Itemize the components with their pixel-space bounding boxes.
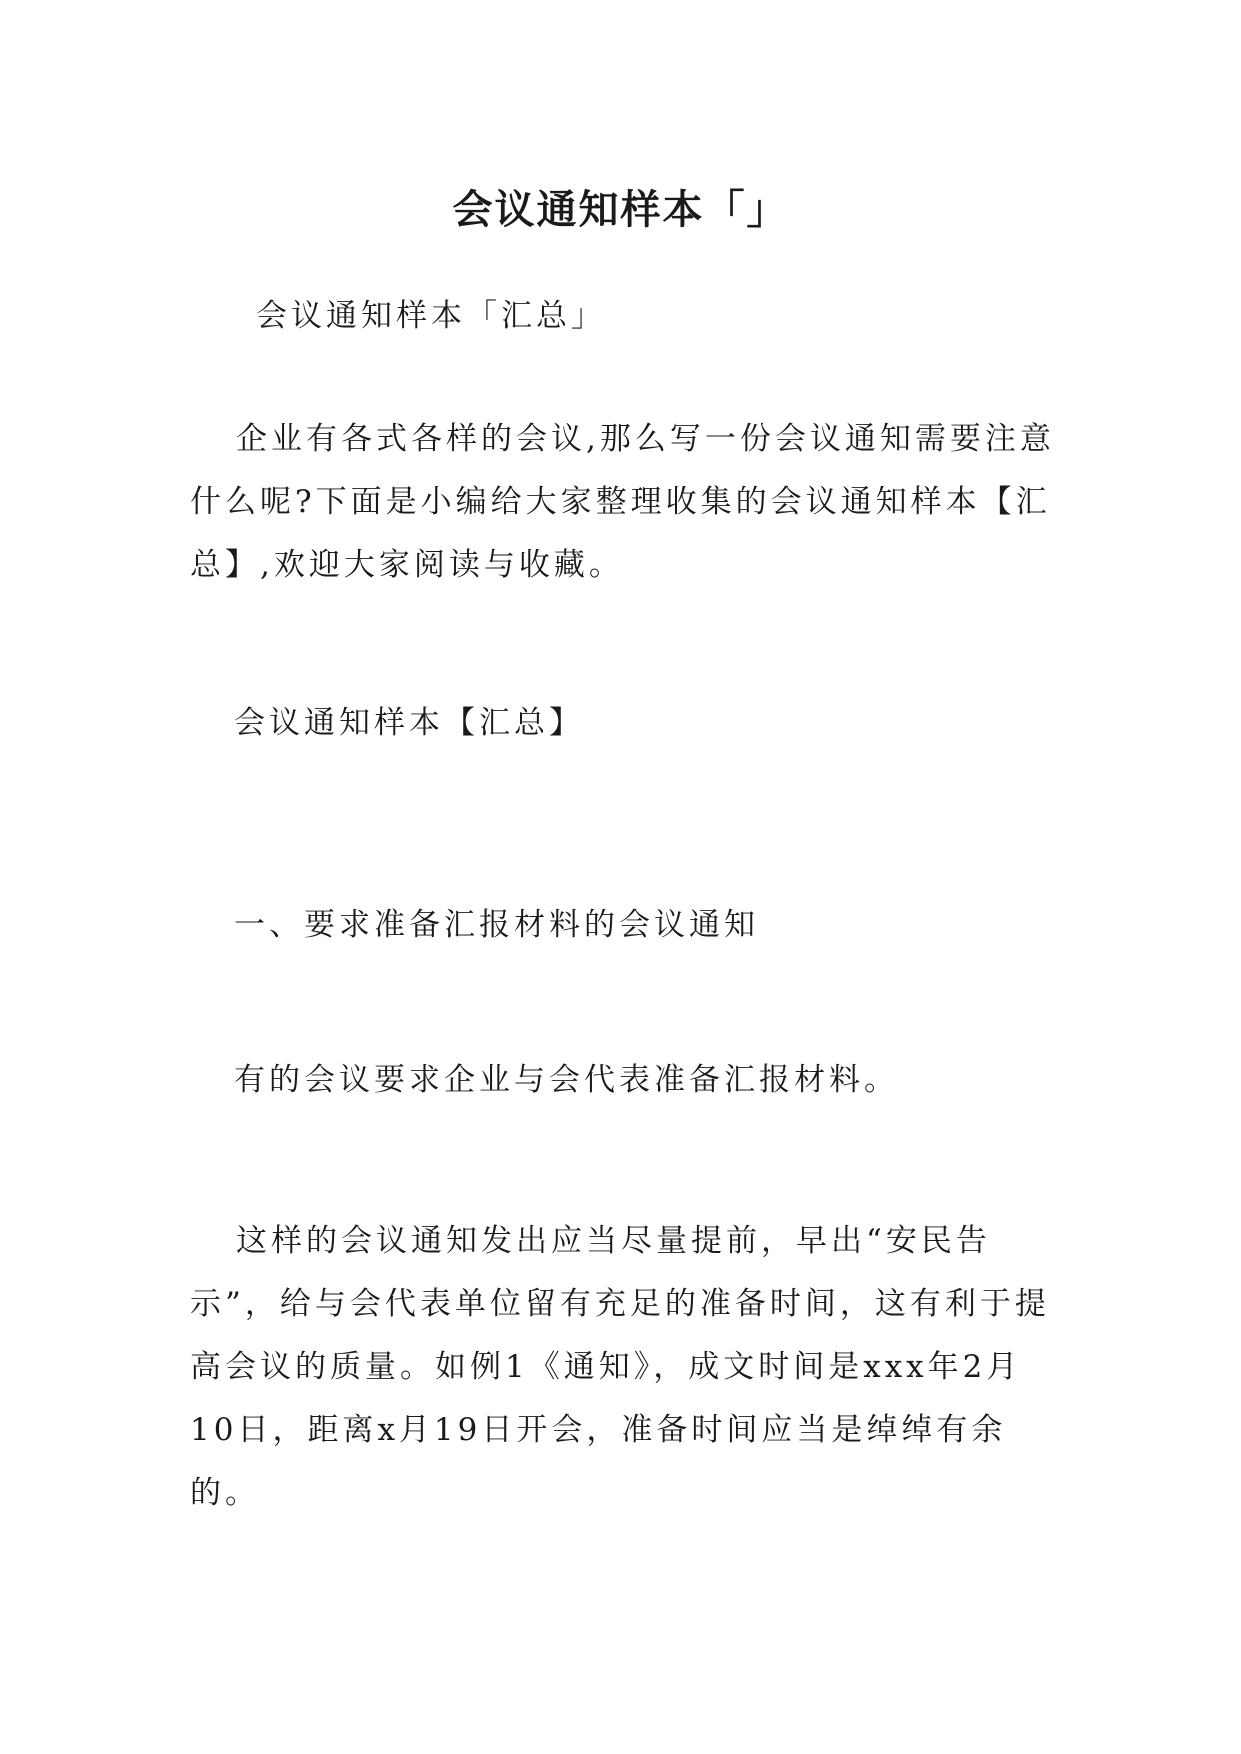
section-heading: 会议通知样本【汇总】 [234,705,584,741]
section-1-paragraph-1: 有的会议要求企业与会代表准备汇报材料。 [234,1062,899,1098]
document-subtitle: 会议通知样本「汇总」 [256,298,606,334]
section-1-title: 一、要求准备汇报材料的会议通知 [234,907,759,943]
document-title: 会议通知样本「」 [452,185,789,233]
section-1-paragraph-2: 这样的会议通知发出应当尽量提前，早出“安民告示”，给与会代表单位留有充足的准备时间，这有利于提高会议的质量。如例1《通知》，成文时间是xxx年2月10日，距离x月19日开会，准备时间应当是绰绰有余的。 [190,1223,1050,1511]
intro-paragraph: 企业有各式各样的会议,那么写一份会议通知需要注意什么呢?下面是小编给大家整理收集的会议通知样本【汇总】,欢迎大家阅读与收藏。 [190,421,1055,583]
